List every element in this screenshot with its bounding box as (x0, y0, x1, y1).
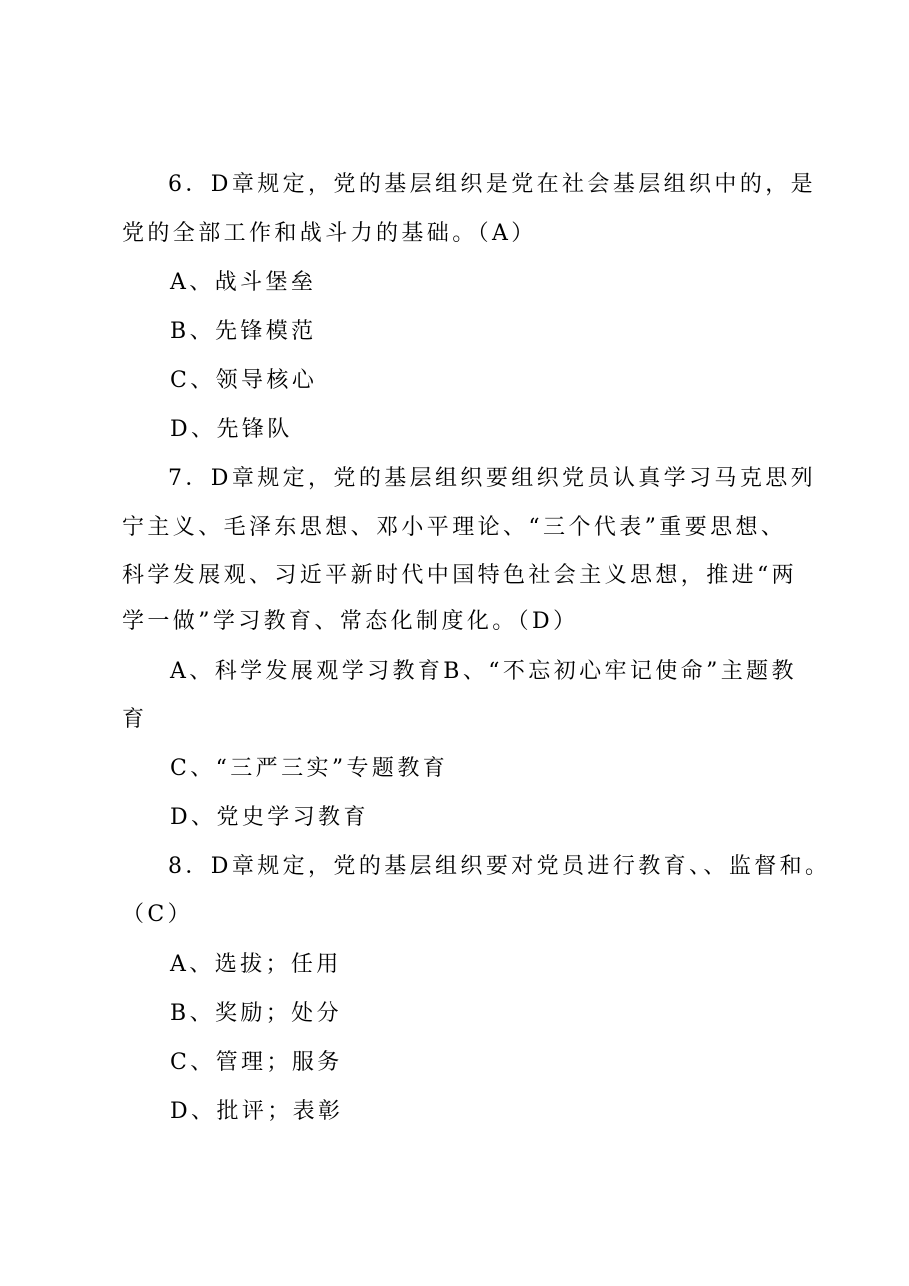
question-7-line-4: 学一做”学习教育、常态化制度化。（D） (122, 609, 579, 634)
question-6-line-1: 6．D章规定，党的基层组织是党在社会基层组织中的，是 (168, 172, 817, 197)
question-6-option-d: D、先锋队 (170, 417, 293, 442)
question-8-option-b: B、奖励；处分 (170, 1001, 342, 1026)
question-8-option-a: A、选拔；任用 (170, 952, 342, 977)
question-7-option-d: D、党史学习教育 (170, 805, 369, 830)
question-7-line-1: 7．D章规定，党的基层组织要组织党员认真学习马克思列 (168, 466, 817, 491)
question-7-line-2: 宁主义、毛泽东思想、邓小平理论、“三个代表”重要思想、 (122, 515, 787, 540)
question-8-line-1: 8．D章规定，党的基层组织要对党员进行教育、、监督和。 (168, 854, 831, 879)
question-7-line-3: 科学发展观、习近平新时代中国特色社会主义思想，推进“两 (122, 563, 798, 588)
question-6-line-2: 党的全部工作和战斗力的基础。（A） (122, 221, 537, 246)
question-7-option-c: C、“三严三实”专题教育 (170, 756, 449, 781)
question-8-option-c: C、管理；服务 (170, 1050, 343, 1075)
question-7-option-b-cont: 育 (122, 707, 148, 732)
question-8-line-2: （C） (122, 902, 194, 927)
question-8-option-d: D、批评；表彰 (170, 1099, 344, 1124)
question-6-option-b: B、先锋模范 (170, 319, 317, 344)
question-6-option-c: C、领导核心 (170, 368, 318, 393)
question-7-option-a-b: A、科学发展观学习教育B、“不忘初心牢记使命”主题教 (170, 659, 797, 684)
question-6-option-a: A、战斗堡垒 (170, 270, 317, 295)
